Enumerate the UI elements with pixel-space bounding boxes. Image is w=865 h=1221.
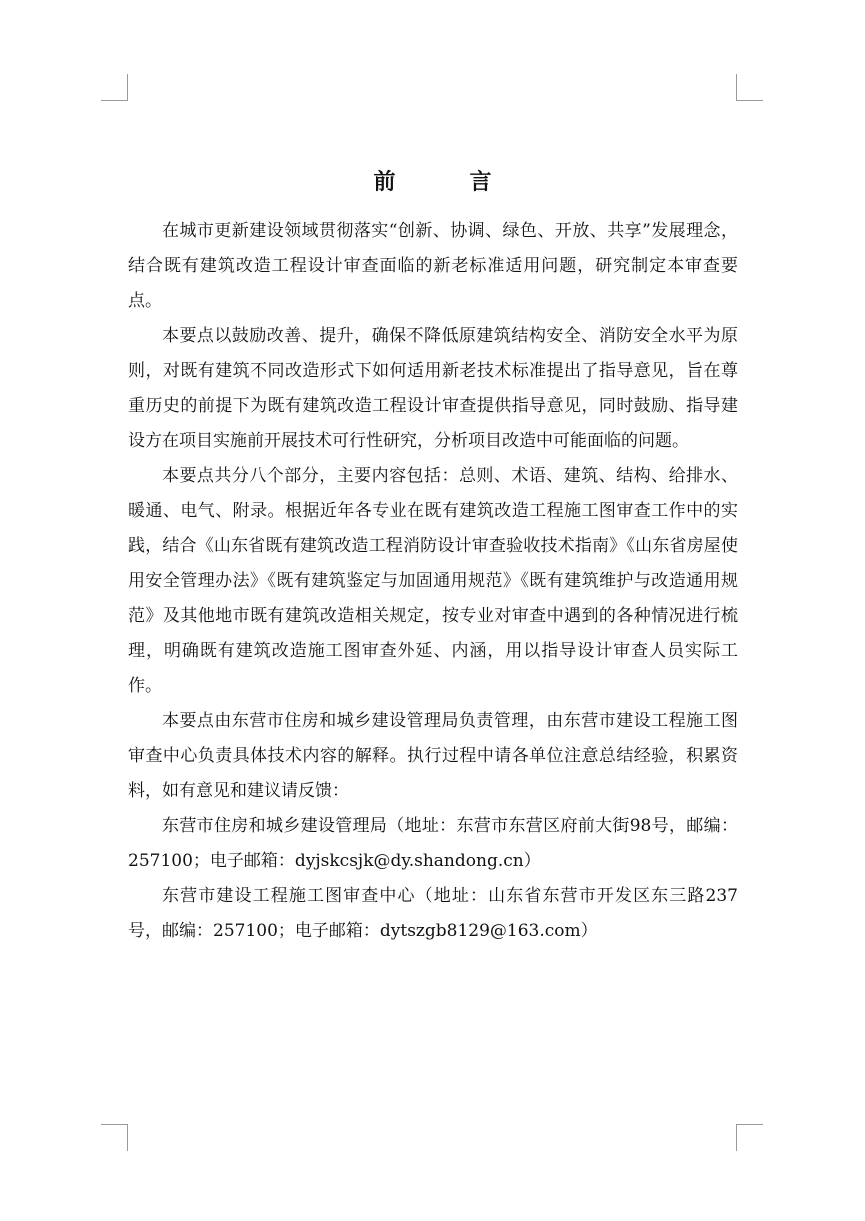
- paragraph-management: 本要点由东营市住房和城乡建设管理局负责管理，由东营市建设工程施工图审查中心负责具体技术内容的解释。执行过程中请各单位注意总结经验，积累资料，如有意见和建议请反馈：: [128, 711, 738, 801]
- paragraph-contents: 本要点共分八个部分，主要内容包括：总则、术语、建筑、结构、给排水、暖通、电气、附录。根据近年各专业在既有建筑改造工程施工图审查工作中的实践，结合《山东省既有建筑改造工程消防设计审查验收技术指南》《山东省房屋使用安全管理办法》《既有建筑鉴定与加固通用规范》《既有建筑维护与改造通用规范》及其他地市既有建筑改造相关规定，按专业对审查中遇到的各种情况进行梳理，明确既有建筑改造施工图审查外延、内涵，用以指导设计审查人员实际工作。: [128, 466, 738, 696]
- paragraph-principles: 本要点以鼓励改善、提升，确保不降低原建筑结构安全、消防安全水平为原则，对既有建筑不同改造形式下如何适用新老技术标准提出了指导意见，旨在尊重历史的前提下为既有建筑改造工程设计审查提供指导意见，同时鼓励、指导建设方在项目实施前开展技术可行性研究，分析项目改造中可能面临的问题。: [128, 326, 738, 451]
- page-corner-mark-top-right: [736, 74, 763, 101]
- paragraph-contact-bureau: 东营市住房和城乡建设管理局（地址：东营市东营区府前大街98号，邮编：257100；电子邮箱：dyjskcsjk@dy.shandong.cn）: [128, 816, 738, 871]
- document-body: [128, 214, 738, 949]
- page-corner-mark-bottom-right: [736, 1124, 763, 1151]
- page-title: 前 言: [373, 169, 518, 195]
- page-corner-mark-bottom-left: [101, 1124, 128, 1151]
- page-corner-mark-top-left: [101, 74, 128, 101]
- paragraph-contact-center: 东营市建设工程施工图审查中心（地址：山东省东营市开发区东三路237号，邮编：257100；电子邮箱：dytszgb8129@163.com）: [128, 886, 738, 941]
- paragraph-intro: 在城市更新建设领域贯彻落实“创新、协调、绿色、开放、共享”发展理念，结合既有建筑改造工程设计审查面临的新老标准适用问题，研究制定本审查要点。: [128, 221, 738, 311]
